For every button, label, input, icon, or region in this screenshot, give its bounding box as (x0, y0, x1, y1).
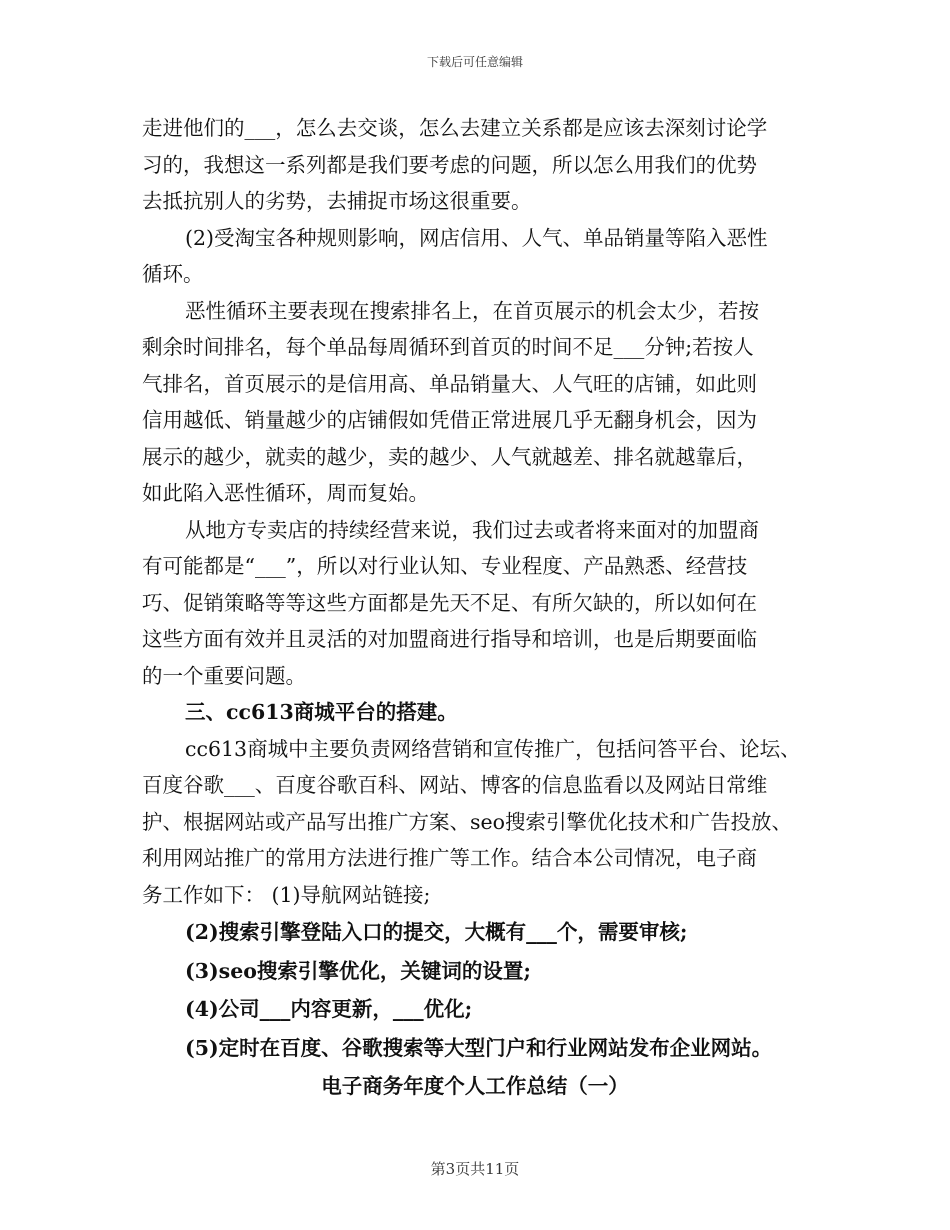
paragraph-line: 利用网站推广的常用方法进行推广等工作。结合本公司情况，电子商 (142, 846, 757, 870)
paragraph-line: 剩余时间排名，每个单品每周循环到首页的时间不足___分钟;若按人 (142, 335, 754, 359)
paragraph-line: 展示的越少，就卖的越少，卖的越少、人气就越差、排名就越靠后， (142, 444, 757, 469)
paragraph-line: 如此陷入恶性循环，周而复始。 (142, 481, 429, 505)
paragraph-line: 护、根据网站或产品写出推广方案、seo搜索引擎优化技术和广告投放、 (142, 809, 792, 834)
paragraph-line: 有可能都是“___”，所以对行业认知、专业程度、产品熟悉、经营技 (142, 554, 748, 578)
section-heading: 三、cc613商城平台的搭建。 (185, 700, 458, 724)
paragraph-line: cc613商城中主要负责网络营销和宣传推广，包括问答平台、论坛、 (185, 736, 801, 761)
paragraph-line: 从地方专卖店的持续经营来说，我们过去或者将来面对的加盟商 (185, 517, 759, 542)
paragraph-line: 去抵抗别人的劣势，去捕捉市场这很重要。 (142, 189, 532, 213)
document-body (142, 110, 842, 1106)
paragraph-line: 恶性循环主要表现在搜索排名上，在首页展示的机会太少，若按 (185, 298, 759, 323)
list-item: (2)搜索引擎登陆入口的提交，大概有___个，需要审核; (185, 920, 688, 944)
document-title: 电子商务年度个人工作总结（一） (321, 1074, 629, 1098)
page-footer: 第3页共11页 (430, 1160, 520, 1178)
paragraph-line: 循环。 (142, 262, 204, 286)
paragraph-line: 的一个重要问题。 (142, 663, 306, 688)
list-item: (3)seo搜索引擎优化，关键词的设置; (185, 958, 531, 983)
paragraph-line: 走进他们的___，怎么去交谈，怎么去建立关系都是应该去深刻讨论学 (142, 116, 768, 140)
paragraph-line: 气排名，首页展示的是信用高、单品销量大、人气旺的店铺，如此则 (142, 371, 757, 396)
paragraph-line: 这些方面有效并且灵活的对加盟商进行指导和培训，也是后期要面临 (142, 627, 757, 651)
list-item: (5)定时在百度、谷歌搜索等大型门户和行业网站发布企业网站。 (185, 1035, 773, 1060)
paragraph-line: 习的，我想这一系列都是我们要考虑的问题，所以怎么用我们的优势 (142, 152, 757, 177)
page-header: 下载后可任意编辑 (426, 55, 523, 69)
paragraph-line: 务工作如下： (1)导航网站链接; (142, 882, 431, 907)
paragraph-line: 百度谷歌___、百度谷歌百科、网站、博客的信息监看以及网站日常维 (142, 773, 768, 797)
paragraph-line: (2)受淘宝各种规则影响，网店信用、人气、单品销量等陷入恶性 (185, 225, 768, 250)
paragraph-line: 信用越低、销量越少的店铺假如凭借正常进展几乎无翻身机会，因为 (142, 408, 757, 432)
list-item: (4)公司___内容更新，___优化; (185, 997, 473, 1021)
paragraph-line: 巧、促销策略等等这些方面都是先天不足、有所欠缺的，所以如何在 (142, 590, 757, 615)
